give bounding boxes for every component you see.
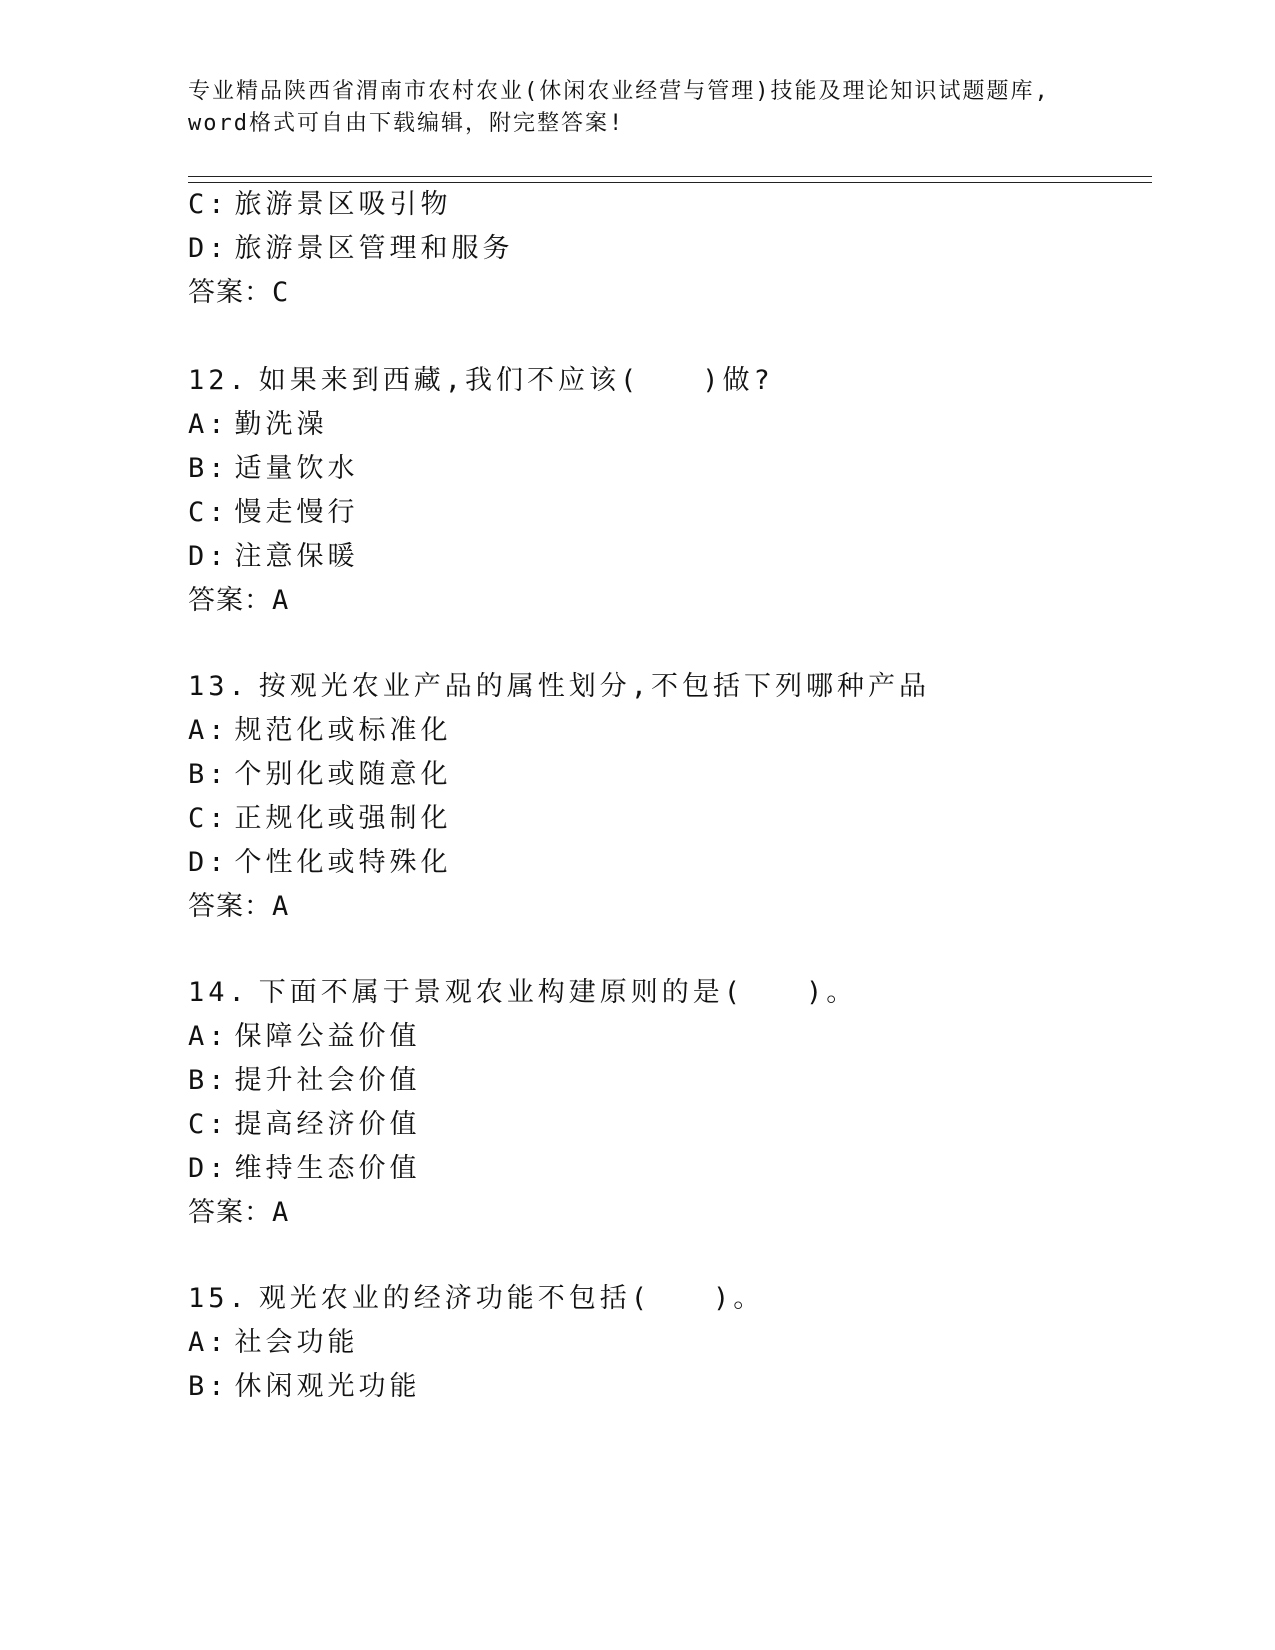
q14-answer: 答案：A: [188, 1197, 290, 1228]
q12-option-a: A: 勤洗澡: [188, 409, 328, 440]
q12-answer: 答案：A: [188, 585, 290, 616]
q15-option-a: A: 社会功能: [188, 1327, 359, 1358]
q12-option-d: D: 注意保暖: [188, 541, 359, 572]
q14-option-a: A: 保障公益价值: [188, 1021, 421, 1052]
document-header: [188, 76, 1088, 140]
q13-option-a: A: 规范化或标准化: [188, 715, 452, 746]
q13-stem: 13. 按观光农业产品的属性划分,不包括下列哪种产品: [188, 671, 931, 702]
header-divider-top: [188, 176, 1152, 177]
q12-stem: 12. 如果来到西藏,我们不应该( )做?: [188, 365, 774, 396]
q11-option-c: C: 旅游景区吸引物: [188, 189, 452, 220]
q14-stem: 14. 下面不属于景观农业构建原则的是( )。: [188, 977, 858, 1008]
header-line-1: 专业精品陕西省渭南市农村农业(休闲农业经营与管理)技能及理论知识试题题库,: [188, 79, 1050, 104]
q13-option-c: C: 正规化或强制化: [188, 803, 452, 834]
header-line-2: word格式可自由下载编辑，附完整答案!: [188, 111, 625, 136]
q13-option-d: D: 个性化或特殊化: [188, 847, 452, 878]
q11-option-d: D: 旅游景区管理和服务: [188, 233, 514, 264]
q12-option-b: B: 适量饮水: [188, 453, 359, 484]
q15-stem: 15. 观光农业的经济功能不包括( )。: [188, 1283, 765, 1314]
q15-option-b: B: 休闲观光功能: [188, 1371, 421, 1402]
q12-option-c: C: 慢走慢行: [188, 497, 359, 528]
q11-answer: 答案：C: [188, 277, 290, 308]
q14-option-c: C: 提高经济价值: [188, 1109, 421, 1140]
q13-option-b: B: 个别化或随意化: [188, 759, 452, 790]
q14-option-b: B: 提升社会价值: [188, 1065, 421, 1096]
q13-answer: 答案：A: [188, 891, 290, 922]
header-divider-bottom: [188, 182, 1152, 183]
q14-option-d: D: 维持生态价值: [188, 1153, 421, 1184]
